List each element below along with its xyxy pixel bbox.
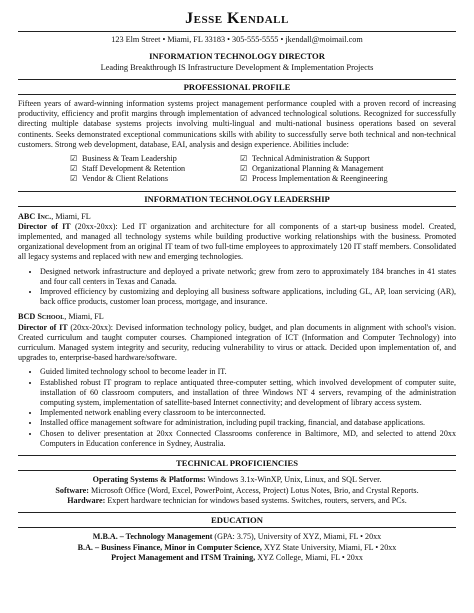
ability-label: Staff Development & Retention [82, 164, 186, 174]
list-item: • Guided limited technology school to become leader in IT. [40, 367, 456, 377]
ability-item [70, 154, 240, 164]
company-line [18, 212, 456, 222]
list-item: • Chosen to deliver presentation at 20xx Connected Classrooms conference in Baltimore, MD, and selected to attend 20xx Computers in Education conference in Sydney, Australia. [40, 429, 456, 449]
technical-row [18, 486, 456, 496]
technical-label: Hardware: [67, 495, 106, 505]
job-summary: Led IT organization and architecture for all components of a start-up business model. Created, implemented, and managed all technology systems while building productive working relationships with the business. Promoted organizational development from an original IT team of two full-time employees to approximately 120 IT staff members. Consolidated all legacy systems and replaced with new and emerging technologies. [18, 221, 456, 262]
checkbox-icon: ☑ [240, 174, 248, 184]
ability-label: Process Implementation & Reengineering [252, 174, 388, 184]
company-location: , Miami, FL [51, 211, 91, 221]
checkbox-icon: ☑ [70, 174, 78, 184]
degree-detail: XYZ State University, Miami, FL • 20xx [261, 542, 397, 552]
checkbox-icon: ☑ [240, 154, 248, 164]
list-item: • Implemented network enabling every classroom to be interconnected. [40, 408, 456, 418]
technical-row [18, 496, 456, 506]
candidate-name: Jesse Kendall [185, 10, 289, 27]
abilities-column-right [240, 154, 440, 185]
list-item: • Improved efficiency by customizing and deploying all business software applications, including GL, AP, loan servicing (AR), back office products, customer loan process, mortgage, and insurance. [40, 287, 456, 307]
section-heading-education: EDUCATION [18, 512, 456, 528]
abilities-column-left [70, 154, 240, 185]
technical-value: Windows 3.1x-WinXP, Unix, Linux, and SQL Server. [205, 475, 382, 485]
degree-name: Project Management and ITSM Training, [111, 553, 256, 563]
company-name: BCD School [18, 312, 65, 322]
abilities-list [18, 154, 456, 185]
list-item: • Established robust IT program to replace antiquated three-computer setting, which involved development of computer suite, installation of 60 classroom computers, and installation of three Windows NT 4 servers, revamping of the administration computing system, implementation of satellite-based Internet connectivity; and development of library access system. [40, 378, 456, 409]
technical-label: Software: [55, 485, 89, 495]
ability-item [240, 154, 440, 164]
ability-item [240, 164, 440, 174]
ability-label: Organizational Planning & Management [252, 164, 384, 174]
job-description [18, 323, 456, 364]
ability-item [70, 174, 240, 184]
ability-item [70, 164, 240, 174]
job-description [18, 222, 456, 263]
company-location: , Miami, FL [64, 312, 104, 322]
contact-line: 123 Elm Street • Miami, FL 33183 • 305-555-5555 • jkendall@moimail.com [111, 35, 363, 44]
job-dates: (20xx-20xx): [70, 221, 122, 231]
name-divider [18, 31, 456, 32]
section-heading-technical: TECHNICAL PROFICIENCIES [18, 455, 456, 471]
list-item: • Installed office management software for administration, including pupil tracking, financial, and database applications. [40, 418, 456, 428]
education-row [18, 553, 456, 563]
ability-label: Vendor & Client Relations [81, 174, 168, 184]
education-row [18, 543, 456, 553]
checkbox-icon: ☑ [70, 154, 78, 164]
technical-row [18, 475, 456, 485]
job-summary: Devised information technology policy, budget, and plan documents in alignment with school's vision. Created curriculum and taught computer courses. Championed integration of ICT (Information and Computer Technology) into curriculum. Managed system integrity and security, reducing vulnerability to virus or attack. Decided upon implementation of, and upgrades to, enterprise-based hardware/software. [18, 322, 456, 363]
education-list [18, 532, 456, 563]
ability-label: Business & Team Leadership [82, 154, 177, 164]
degree-name: M.B.A. – Technology Management [92, 532, 213, 542]
job-dates: (20xx-20xx): [67, 322, 116, 332]
degree-detail: (GPA: 3.75), University of XYZ, Miami, FL • 20xx [212, 532, 382, 542]
technical-label: Operating Systems & Platforms: [92, 475, 206, 485]
job-achievements [18, 267, 456, 308]
checkbox-icon: ☑ [240, 164, 248, 174]
job-title: INFORMATION TECHNOLOGY DIRECTOR [149, 51, 325, 61]
ability-label: Technical Administration & Support [251, 154, 370, 164]
company-name: ABC Inc. [18, 211, 52, 221]
job-subtitle: Leading Breakthrough IS Infrastructure Development & Implementation Projects [100, 63, 374, 72]
degree-detail: XYZ College, Miami, FL • 20xx [255, 553, 363, 563]
job-role: Director of IT [18, 322, 68, 332]
profile-summary: Fifteen years of award-winning information systems project management performance coupled with a proven record of increasing productivity, efficiency and profit margins through implementation of advanced technological solutions. Recognized for successfully directing multiple database systems projects involving multi-lingual and multi-national business operations based on several continents. Seeks demonstrated exceptional communications skills with ability to successfully serve both technical and non-technical customers. Strong web development, database, EAI, analysis and design experience. Abilities include: [18, 99, 456, 149]
ability-item [240, 174, 440, 184]
list-item: • Designed network infrastructure and deployed a private network; grew from zero to approximately 184 branches in 41 states and four call centers in Texas and Canada. [40, 267, 456, 287]
education-row [18, 532, 456, 542]
technical-list [18, 475, 456, 506]
degree-name: B.A. – Business Finance, Minor in Computer Science, [77, 542, 262, 552]
technical-value: Expert hardware technician for windows based systems. Switches, routers, servers, and PCs. [105, 495, 407, 505]
checkbox-icon: ☑ [70, 164, 78, 174]
company-line [18, 312, 456, 322]
technical-value: Microsoft Office (Word, Excel, PowerPoint, Access, Project) Lotus Notes, Brio, and Crystal Reports. [88, 485, 419, 495]
job-role: Director of IT [18, 221, 71, 231]
job-achievements [18, 367, 456, 449]
section-heading-experience: INFORMATION TECHNOLOGY LEADERSHIP [18, 191, 456, 207]
section-heading-profile: PROFESSIONAL PROFILE [18, 79, 456, 95]
